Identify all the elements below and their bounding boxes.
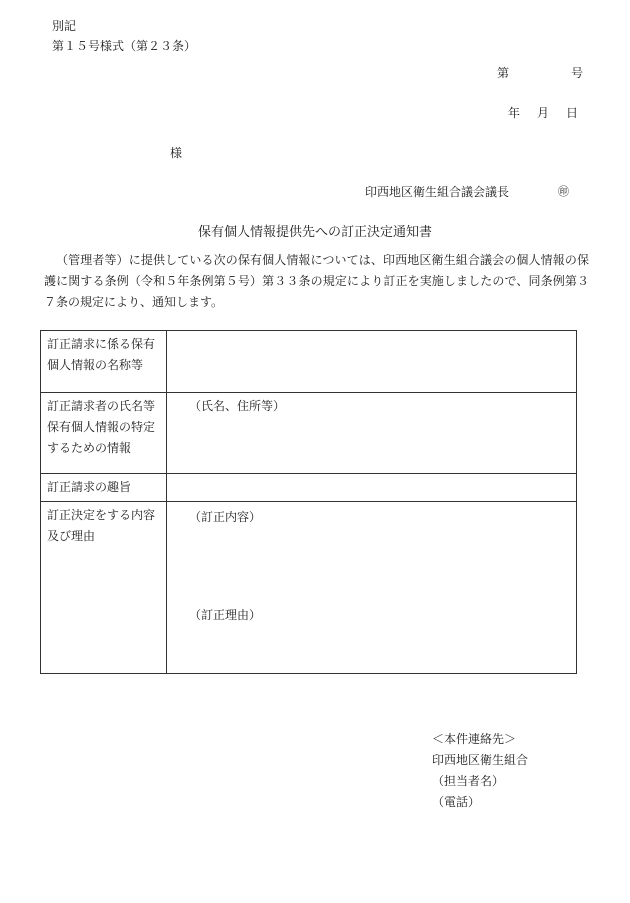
recipient-honorific: 様	[170, 146, 183, 160]
date-month: 月	[537, 106, 550, 120]
body-text: （管理者等）に提供している次の保有個人情報については、印西地区衛生組合議会の個人情報の保護に関する条例（令和５年条例第５号）第３３条の規定により訂正を実施しましたので、同条例第３７条の規定により、通知します。	[44, 253, 589, 309]
correction-reason-label: （訂正理由）	[189, 608, 262, 622]
row-value-decision	[167, 502, 577, 674]
table-row	[41, 502, 577, 674]
sender-name: 印西地区衛生組合議会議長	[365, 185, 510, 199]
details-table	[40, 330, 577, 674]
seal-mark: ㊞	[558, 185, 569, 198]
row-value-info-name	[167, 331, 577, 393]
contact-heading: ＜本件連絡先＞	[432, 732, 517, 746]
table-row	[41, 331, 577, 393]
document-number-prefix: 第	[497, 66, 510, 80]
form-number: 第１５号様式（第２３条）	[52, 39, 197, 53]
row-value-purpose	[167, 474, 577, 502]
row-value-requester: （氏名、住所等）	[167, 393, 577, 474]
date-year: 年	[508, 106, 521, 120]
document-date	[508, 104, 578, 121]
document-number-suffix: 号	[571, 66, 584, 80]
table-row	[41, 474, 577, 502]
row-label-decision: 訂正決定をする内容及び理由	[41, 502, 167, 674]
document-number	[497, 64, 583, 81]
document-title: 保有個人情報提供先への訂正決定通知書	[197, 225, 432, 240]
row-label-info-name: 訂正請求に係る保有個人情報の名称等	[41, 331, 167, 393]
contact-block	[432, 729, 528, 813]
row-label-requester: 訂正請求者の氏名等保有個人情報の特定するための情報	[41, 393, 167, 474]
date-day: 日	[566, 106, 579, 120]
contact-phone: （電話）	[432, 795, 481, 809]
row-label-purpose: 訂正請求の趣旨	[41, 474, 167, 502]
table-row	[41, 393, 577, 474]
contact-person: （担当者名）	[432, 774, 505, 788]
annex-label: 別記	[52, 19, 77, 33]
correction-content-label: （訂正内容）	[189, 510, 262, 524]
contact-organization: 印西地区衛生組合	[432, 753, 529, 767]
